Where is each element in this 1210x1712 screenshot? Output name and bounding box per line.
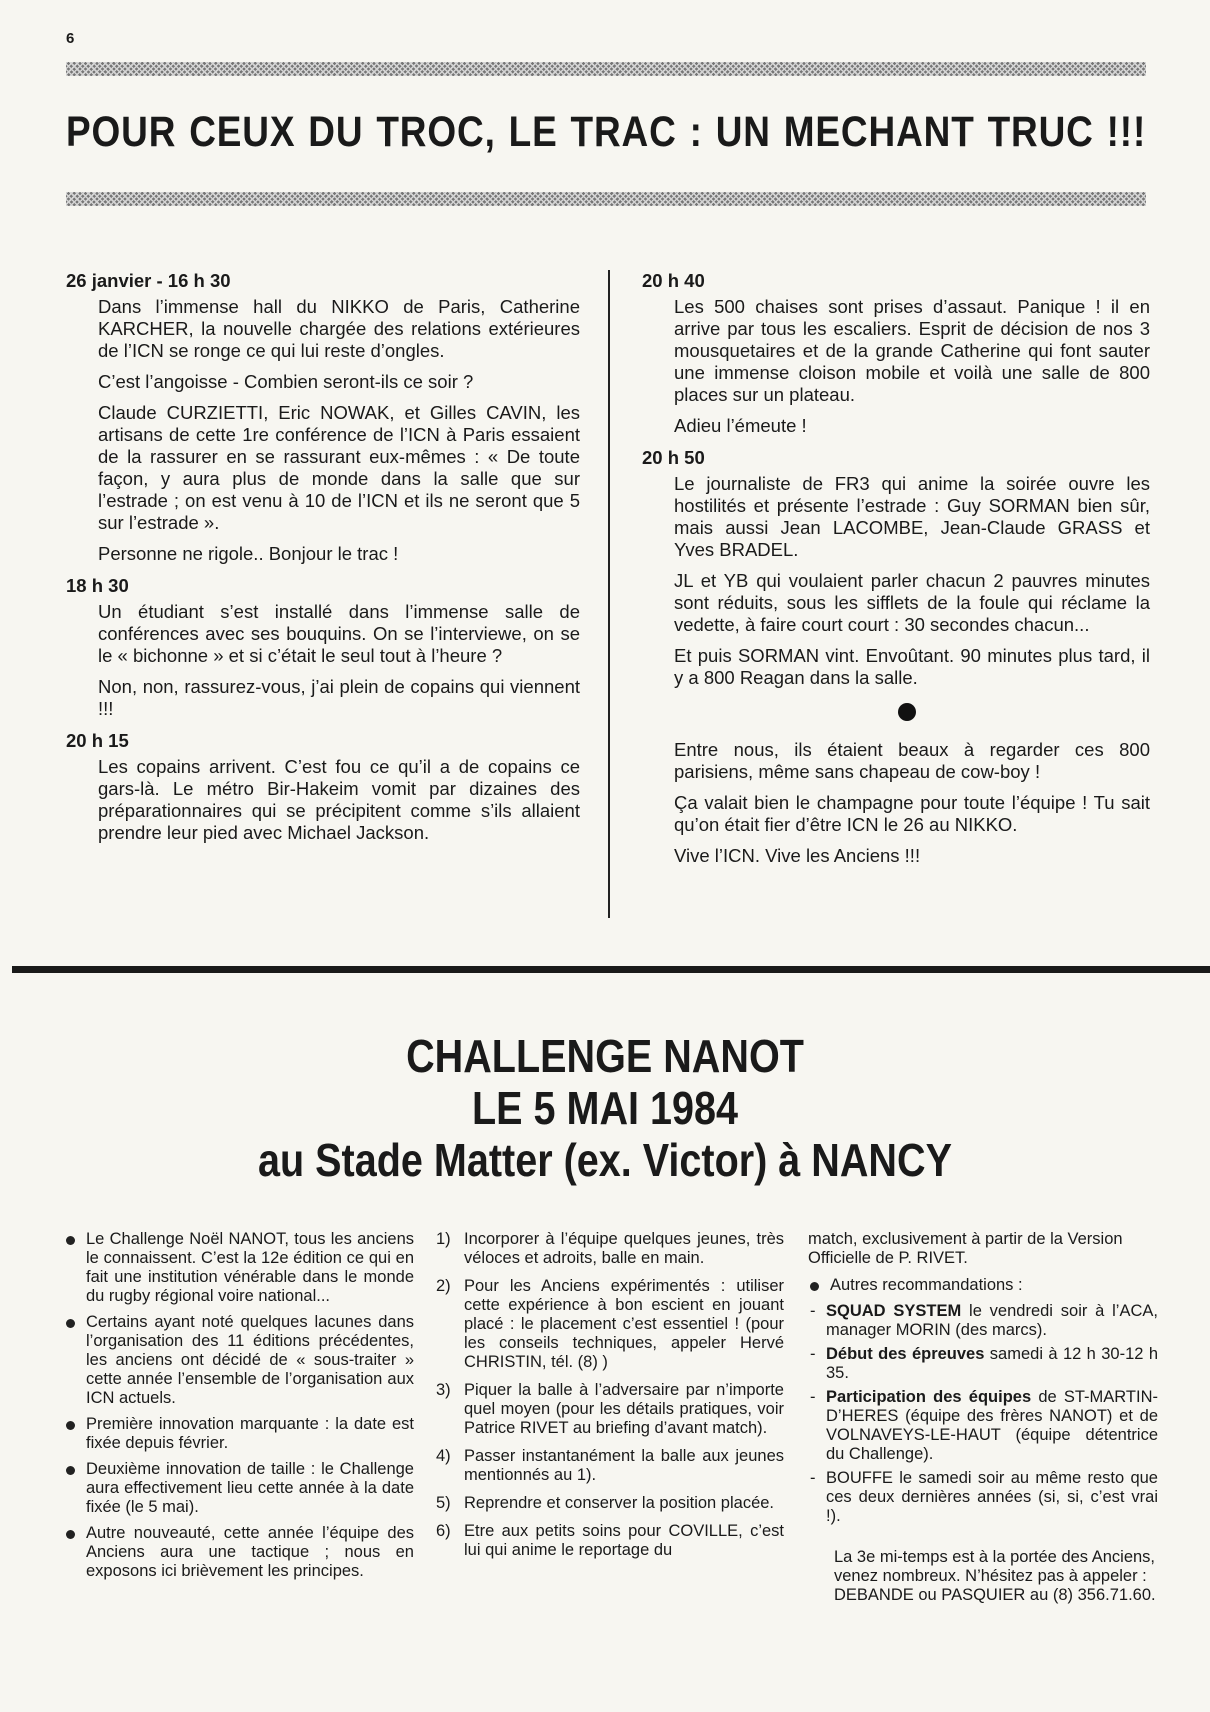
recommendation-item [808,1302,1158,1340]
numbered-item [434,1277,784,1372]
challenge-title-line3: au Stade Matter (ex. Victor) à NANCY [258,1134,952,1186]
article1-right-column [642,270,1150,876]
item-text: Pour les Anciens expérimentés : utiliser cette expérience à bon escient en jouant placé : le placement c’est essentiel ! (pour les conseils techniques, appeler Hervé CHRISTIN, tél. (8) ) [464,1277,784,1371]
bullet-item: Autre nouveauté, cette année l’équipe des Anciens aura une tactique ; nous en exposons ici brièvement les principes. [64,1524,414,1581]
paragraph: Personne ne rigole.. Bonjour le trac ! [98,543,399,564]
paragraph: Claude CURZIETTI, Eric NOWAK, et Gilles CAVIN, les artisans de cette 1re conférence de l’ICN à Paris essaient de la rassurer en se rassurant eux-mêmes : « De toute façon, y aura plus de monde dans la salle que sur l’estrade ; on est venu à 10 de l’ICN et ils ne seront que 5 sur l’estrade ». [98,402,580,533]
paragraph: C’est l’angoisse - Combien seront-ils ce soir ? [98,371,474,392]
bullet-item: Certains ayant noté quelques lacunes dans l’organisation des 11 éditions précédentes, les anciens ont décidé de « sous-traiter » cette année l’ensemble de l’organisation aux ICN actuels. [64,1313,414,1408]
challenge-closing: La 3e mi-temps est à la portée des Anciens, venez nombreux. N’hésitez pas à appeler : DEBANDE ou PASQUIER au (8) 356.71.60. [834,1548,1156,1604]
dash-marker: - [810,1302,816,1320]
paragraph: Dans l’immense hall du NIKKO de Paris, Catherine KARCHER, la nouvelle chargée des relations extérieures de l’ICN se ronge ce qui lui reste d’ongles. [98,296,580,361]
closing-paragraph: Ça valait bien le champagne pour toute l’équipe ! Tu sait qu’on était fier d’être ICN le 26 au NIKKO. [674,792,1150,835]
time-heading: 20 h 40 [642,270,705,291]
item-text: Reprendre et conserver la position placée. [464,1494,775,1512]
column-divider [608,270,610,918]
recommendation-text: BOUFFE le samedi soir au même resto que ces deux dernières années (si, si, c’est vrai !). [826,1469,1158,1525]
paragraph: Les copains arrivent. C’est fou ce qu’il a de copains ce gars-là. Le métro Bir-Hakeim vomit par dizaines des préparationnaires qui se précipitent comme s’ils allaient prendre leur pied avec Michael Jackson. [98,756,580,843]
paragraph: Un étudiant s’est installé dans l’immense salle de conférences avec ses bouquins. On se l’interviewe, on se le « bichonne » et si c’était le seul tout à l’heure ? [98,601,580,666]
time-heading: 18 h 30 [66,575,129,596]
recommendations-list [808,1302,1158,1526]
headline-stripe-rule [66,192,1146,206]
item-number: 1) [436,1230,451,1248]
bullet-item: Le Challenge Noël NANOT, tous les anciens le connaissent. C’est la 12e édition ce qui en fait une institution vénérable dans le monde du rugby régional voire national... [64,1230,414,1306]
time-heading: 20 h 50 [642,447,705,468]
col3-intro: match, exclusivement à partir de la Version Officielle de P. RIVET. [808,1230,1123,1267]
article-headline: POUR CEUX DU TROC, LE TRAC : UN MECHANT TRUC !!! [66,108,1147,156]
time-heading: 20 h 15 [66,730,129,751]
bullet-item: Deuxième innovation de taille : le Challenge aura effectivement lieu cette année à la date fixée (le 5 mai). [64,1460,414,1517]
closing-paragraph: Entre nous, ils étaient beaux à regarder ces 800 parisiens, même sans chapeau de cow-boy ! [674,739,1150,782]
paragraph: Adieu l’émeute ! [674,415,807,436]
time-heading: 26 janvier - 16 h 30 [66,270,231,291]
recommendation-label: Début des épreuves [826,1345,985,1363]
separator-dot [898,703,916,721]
paragraph: Et puis SORMAN vint. Envoûtant. 90 minutes plus tard, il y a 800 Reagan dans la salle. [674,645,1150,688]
recommendation-text: le vendredi soir à l’ACA, manager MORIN (des marcs). [826,1302,1158,1339]
recommendation-text: samedi à 12 h 30-12 h 35. [826,1345,1159,1382]
item-text: Etre aux petits soins pour COVILLE, c’est lui qui anime le reportage du [464,1522,784,1559]
challenge-recommendations-column [808,1230,1158,1613]
closing-paragraph: Vive l’ICN. Vive les Anciens !!! [674,845,921,866]
challenge-bullets-column [64,1230,414,1588]
dash-marker: - [810,1469,816,1487]
bullet-item: Première innovation marquante : la date est fixée depuis février. [64,1415,414,1453]
item-number: 5) [436,1494,451,1512]
paragraph: JL et YB qui voulaient parler chacun 2 pauvres minutes sont réduits, sous les sifflets de la foule qui réclame la vedette, à faire court court : 30 secondes chacun... [674,570,1150,635]
recommendation-item [808,1345,1158,1383]
paragraph: Les 500 chaises sont prises d’assaut. Panique ! il en arrive par tous les escaliers. Esprit de décision de nos 3 mousquetaires et de la grande Catherine qui font sauter une immense cloison mobile et voilà une salle de 800 places sur un plateau. [674,296,1150,405]
numbered-item [434,1447,784,1485]
item-text: Incorporer à l’équipe quelques jeunes, très véloces et adroits, balle en main. [464,1230,784,1267]
recommendation-item [808,1469,1158,1526]
item-number: 2) [436,1277,451,1295]
paragraph: Le journaliste de FR3 qui anime la soirée ouvre les hostilités et présente l’estrade : Guy SORMAN bien sûr, mais aussi Jean LACOMBE, Jean-Claude GRASS et Yves BRADEL. [674,473,1150,560]
item-number: 4) [436,1447,451,1465]
item-number: 6) [436,1522,451,1540]
dash-marker: - [810,1388,816,1406]
recommendation-label: SQUAD SYSTEM [826,1302,962,1320]
challenge-title-line1: CHALLENGE NANOT [406,1030,804,1082]
paragraph: Non, non, rassurez-vous, j’ai plein de copains qui viennent !!! [98,676,580,719]
top-stripe-rule [66,62,1146,76]
col3-bullet: Autres recommandations : [808,1276,1158,1295]
article1-left-column [66,270,580,853]
page-number: 6 [66,30,75,47]
numbered-item [434,1522,784,1560]
numbered-item [434,1494,784,1513]
section-divider [12,966,1210,973]
challenge-tactics-column [434,1230,784,1569]
challenge-title-line2: LE 5 MAI 1984 [471,1082,739,1134]
item-number: 3) [436,1381,451,1399]
recommendation-text: de ST-MARTIN-D’HERES (équipe des frères NANOT) et de VOLNAVEYS-LE-HAUT (équipe détentrice du Challenge). [826,1388,1158,1463]
numbered-item [434,1230,784,1268]
dash-marker: - [810,1345,816,1363]
item-text: Piquer la balle à l’adversaire par n’importe quel moyen (pour les détails pratiques, voir Patrice RIVET au briefing d’avant match). [464,1381,784,1437]
recommendation-item [808,1388,1158,1464]
item-text: Passer instantanément la balle aux jeunes mentionnés au 1). [464,1447,784,1484]
numbered-item [434,1381,784,1438]
recommendation-label: Participation des équipes [826,1388,1032,1406]
